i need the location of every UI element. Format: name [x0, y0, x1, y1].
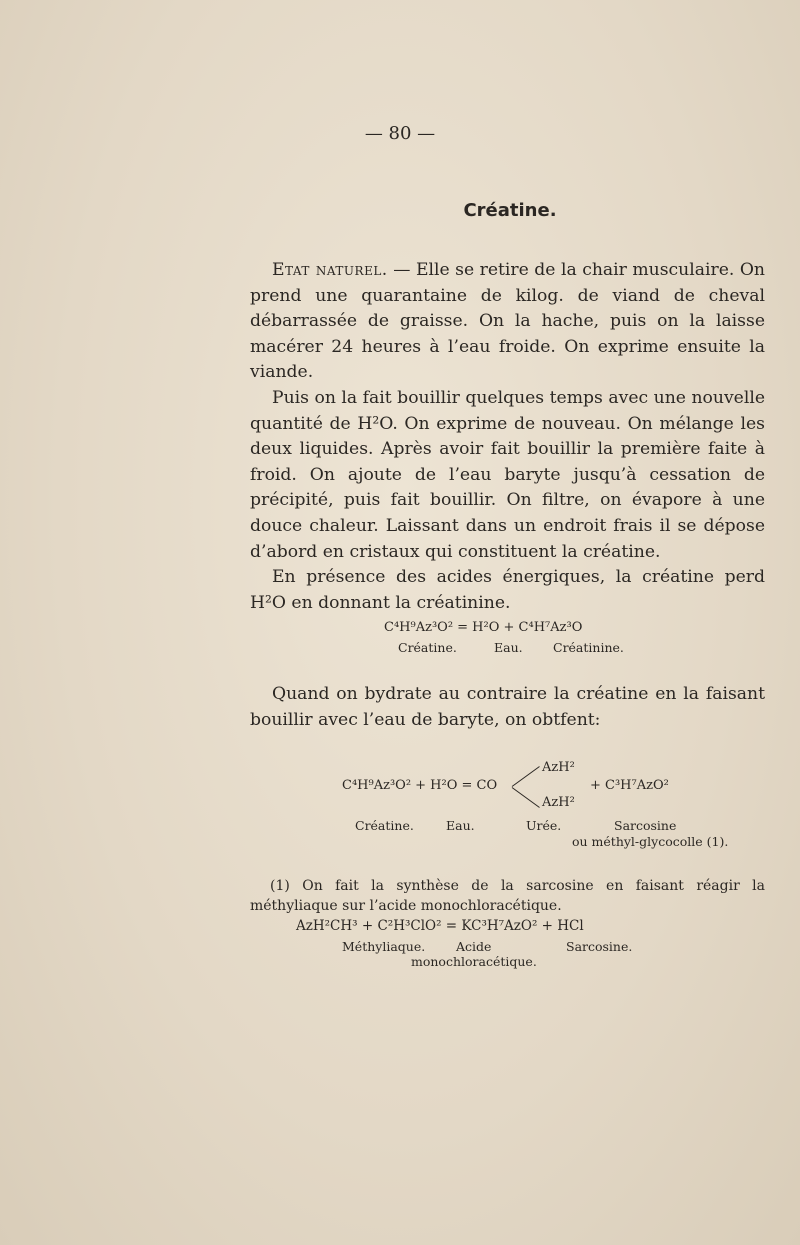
equation-1-label-creatinine: Créatinine. — [553, 640, 624, 655]
footnote-label-monochloracetique: monochloracétique. — [411, 954, 537, 969]
equation-2-lhs: C⁴H⁹Az³O² + H²O = CO — [342, 778, 498, 793]
footnote-label-acide: Acide — [456, 939, 492, 954]
paragraph-1-text: — Elle se retire de la chair musculaire. On prend une quarantaine de kilog. de viand de cheval débarrassée de graisse. On la hache, puis on la laisse macérer 24 heures à l’eau froide. On exprime ensuite la viande. — [250, 260, 765, 383]
equation-2-label-sarcosine: Sarcosine — [614, 818, 677, 833]
equation-2-branch-top: AzH² — [542, 760, 575, 775]
main-text — [250, 258, 765, 616]
main-text-2 — [250, 682, 765, 733]
equation-2-label-eau: Eau. — [446, 818, 475, 833]
paragraph-2: Puis on la fait bouillir quelques temps avec une nouvelle quantité de H²O. On exprime de nouveau. On mélange les deux liquides. Après avoir fait bouillir la première faite à froid. On ajoute de l’eau baryte jusqu’à cessation de précipité, puis fait bouillir. On filtre, on évapore à une douce chaleur. Laissant dans un endroit frais il se dépose d’abord en cristaux qui constituent la créatine. — [250, 387, 765, 562]
equation-1-formula: C⁴H⁹Az³O² = H²O + C⁴H⁷Az³O — [384, 620, 583, 635]
paragraph-4: Quand on bydrate au contraire la créatine en la faisant bouillir avec l’eau de baryte, on obtfent: — [250, 684, 765, 730]
footnote-text: (1) On fait la synthèse de la sarcosine en faisant réagir la méthyliaque sur l’acide monochloracétique. — [250, 878, 765, 914]
equation-2-branch-down — [512, 787, 540, 808]
paragraph-etat-naturel — [250, 258, 765, 386]
equation-1-label-creatine: Créatine. — [398, 640, 457, 655]
footnote-label-sarcosine: Sarcosine. — [566, 939, 633, 954]
page-title: Créatine. — [463, 200, 557, 221]
equation-2-label-creatine: Créatine. — [355, 818, 414, 833]
footnote-formula: AzH²CH³ + C²H³ClO² = KC³H⁷AzO² + HCl — [296, 918, 584, 934]
equation-2-rhs: + C³H⁷AzO² — [590, 778, 669, 793]
page-number: — 80 — — [364, 123, 436, 144]
paragraph-3: En présence des acides énergiques, la créatine perd H²O en donnant la créatinine. — [250, 567, 765, 613]
equation-2-label-methyl-glycocolle: ou méthyl-glycocolle (1). — [572, 834, 729, 849]
equation-1-label-eau: Eau. — [494, 640, 523, 655]
equation-2-branch-up — [512, 766, 540, 787]
footnote-label-methyliaque: Méthyliaque. — [342, 939, 426, 954]
footnote — [250, 876, 765, 916]
section-lead: Etat naturel. — [272, 260, 388, 280]
equation-2-label-uree: Urée. — [526, 818, 562, 833]
equation-2-branch-bottom: AzH² — [542, 795, 575, 810]
